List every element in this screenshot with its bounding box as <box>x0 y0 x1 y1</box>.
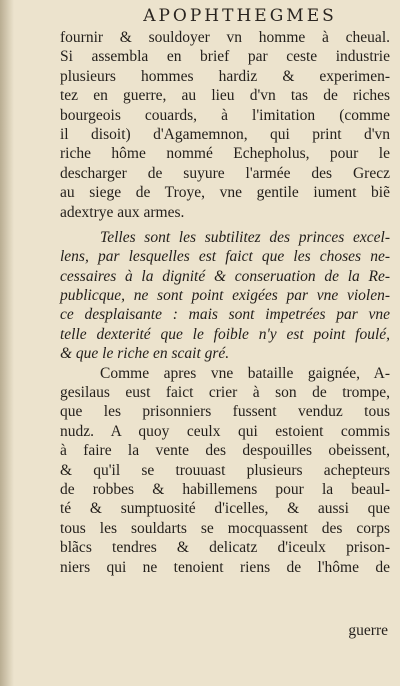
text-line: fournir & souldoyer vn homme à cheual. <box>60 29 390 46</box>
text-line: de robbes & habillemens pour la beaul- <box>60 480 390 498</box>
text-line: Telles sont les subtilitez des princes excel- <box>100 228 390 246</box>
text-line: & qu'il se trouuast plusieurs achepteurs <box>60 461 390 479</box>
running-title: APOPHTHEGMES <box>143 6 337 26</box>
text-line: publicque, ne sont point exigées par vne violen- <box>60 287 390 305</box>
text-line: bourgeois couards, à l'imitation (comme <box>60 106 390 124</box>
text-line: Si assembla en brief par ceste industrie <box>60 48 390 66</box>
paragraph-1 <box>60 28 390 222</box>
text-line: ce desplaisante : mais sont impetrées par vne <box>60 306 390 324</box>
page-gutter-shadow <box>0 0 14 686</box>
text-line: au siege de Troye, vne gentile iument biẽ <box>60 184 390 202</box>
paragraph-2-italic <box>60 228 390 364</box>
text-line: & que le riche en scait gré. <box>60 345 230 363</box>
text-line: gesilaus eust faict crier à son de trompe, <box>60 384 390 402</box>
text-line: à faire la vente des despouilles obeissent, <box>60 442 390 460</box>
text-line: Comme apres vne bataille gaignée, A- <box>100 364 390 382</box>
text-line: il disoit) d'Agamemnon, qui print d'vn <box>60 125 390 143</box>
text-line: niers qui ne tenoient riens de l'hôme de <box>60 558 390 576</box>
text-line: nudz. A quoy ceulx qui estoient commis <box>60 422 390 440</box>
text-line: tous les souldarts se mocquassent des corps <box>60 519 390 537</box>
text-line: blãcs tendres & delicatz d'iceulx prison- <box>60 539 390 557</box>
text-line: riche hôme nommé Echepholus, pour le <box>60 145 390 163</box>
text-line: té & sumptuosité d'icelles, & aussi que <box>60 500 390 518</box>
text-line: tez en guerre, au lieu d'vn tas de riches <box>60 87 390 105</box>
text-line: que les prisonniers fussent venduz tous <box>60 403 390 421</box>
text-line: descharger de suyure l'armée des Grecz <box>60 164 390 182</box>
text-block <box>60 28 390 577</box>
paragraph-3 <box>60 364 390 577</box>
text-line: lens, par lesquelles est faict que les choses ne- <box>60 248 390 266</box>
text-line: cessaires à la dignité & conseruation de la Re- <box>60 267 390 285</box>
text-line: adextrye aux armes. <box>60 203 185 221</box>
text-line: telle dexterité que le foible n'y est point foulé, <box>60 325 390 343</box>
text-line: plusieurs hommes hardiz & experimen- <box>60 67 390 85</box>
catchword: guerre <box>348 622 388 639</box>
